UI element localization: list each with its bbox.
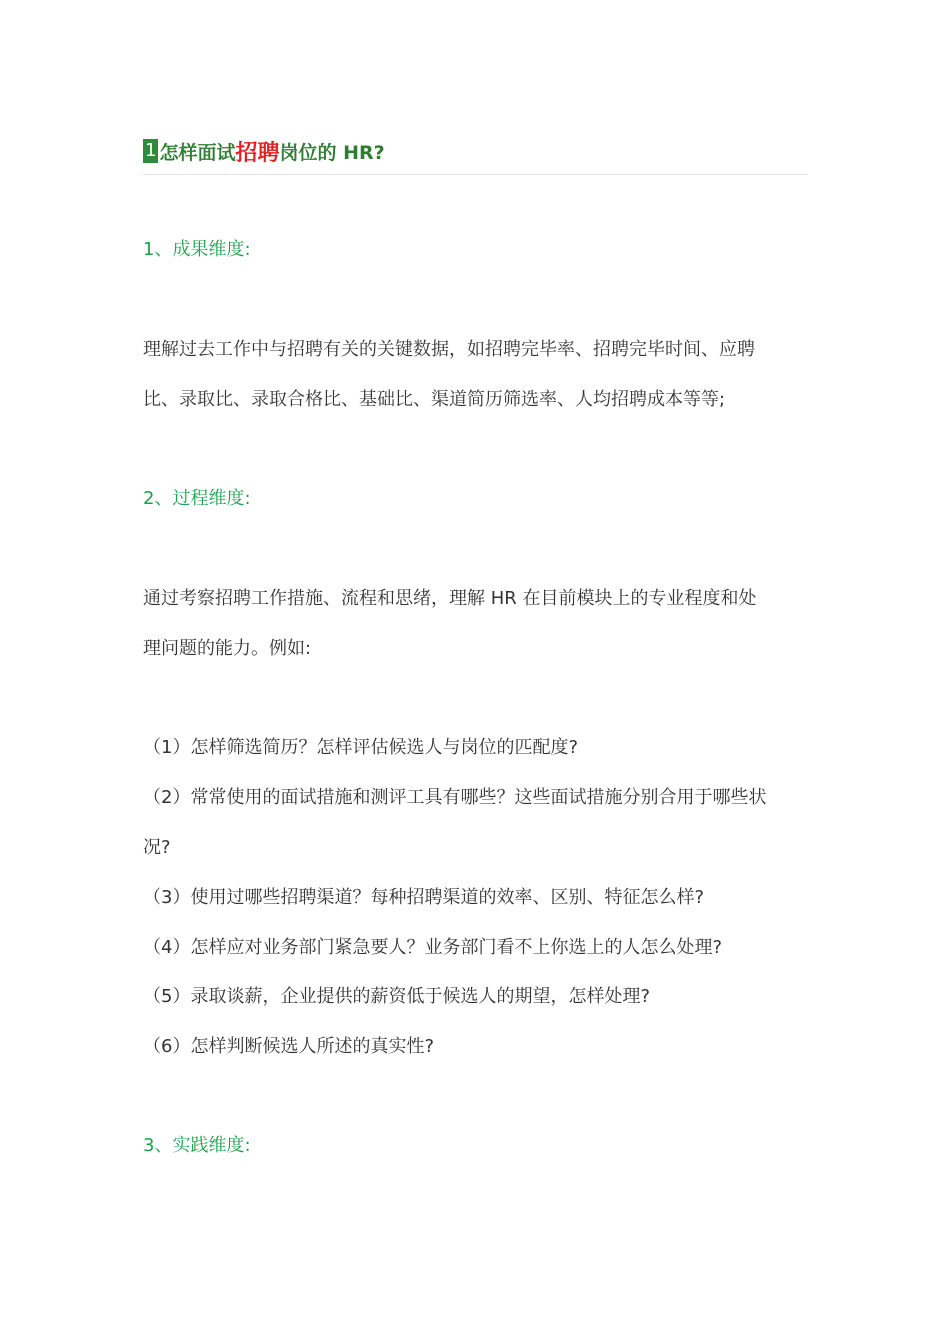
- paragraph-line: 理解过去工作中与招聘有关的关键数据，如招聘完毕率、招聘完毕时间、应聘: [143, 339, 755, 360]
- paragraph-line: 通过考察招聘工作措施、流程和思绪，理解 HR 在目前模块上的专业程度和处: [143, 588, 757, 609]
- title-text-part2: 岗位的 HR?: [279, 141, 385, 164]
- section-heading-results: 1、成果维度:: [143, 239, 251, 260]
- list-item: （3）使用过哪些招聘渠道？每种招聘渠道的效率、区别、特征怎么样?: [143, 887, 705, 908]
- title-divider: [143, 174, 807, 175]
- list-item: （5）录取谈薪，企业提供的薪资低于候选人的期望，怎样处理?: [143, 986, 651, 1007]
- list-item: （1）怎样筛选简历？怎样评估候选人与岗位的匹配度?: [143, 737, 579, 758]
- section-heading-practice: 3、实践维度:: [143, 1135, 251, 1156]
- page-title: [143, 136, 385, 166]
- title-number-badge: 1: [145, 140, 157, 161]
- title-text-part1: 怎样面试: [159, 141, 236, 164]
- paragraph-line: 比、录取比、录取合格比、基础比、渠道简历筛选率、人均招聘成本等等;: [143, 389, 726, 410]
- document-page: [143, 0, 807, 1344]
- section-heading-process: 2、过程维度:: [143, 488, 251, 509]
- paragraph-line: 理问题的能力。例如:: [143, 638, 312, 659]
- list-item: （6）怎样判断候选人所述的真实性?: [143, 1036, 435, 1057]
- list-item-continuation: 况?: [143, 837, 171, 858]
- list-item: （2）常常使用的面试措施和测评工具有哪些？这些面试措施分别合用于哪些状: [143, 787, 767, 808]
- title-highlight: 招聘: [235, 140, 280, 166]
- list-item: （4）怎样应对业务部门紧急要人？业务部门看不上你选上的人怎么处理?: [143, 937, 723, 958]
